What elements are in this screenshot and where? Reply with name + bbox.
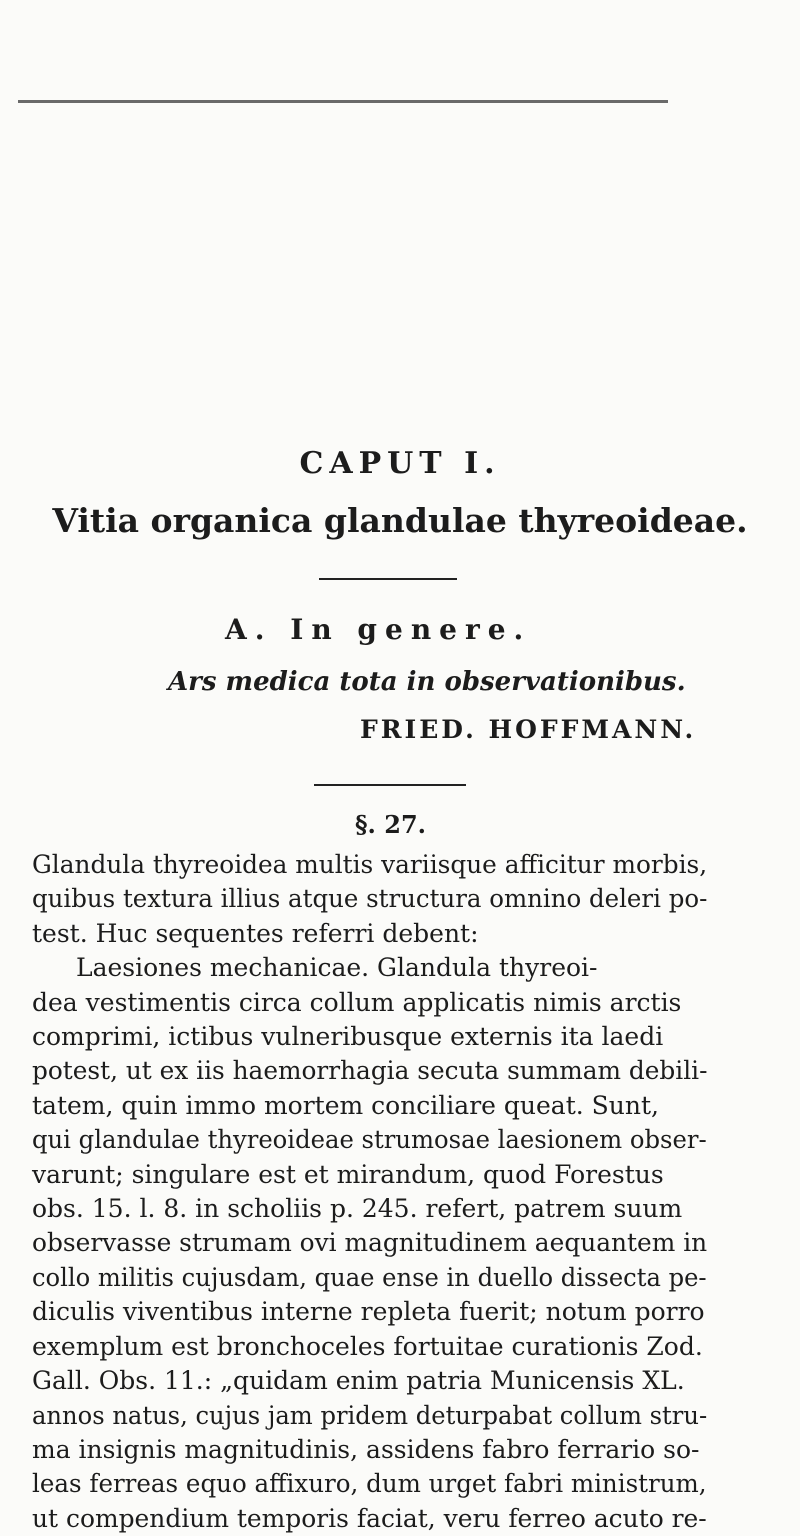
- epigraph-quote: Ars medica tota in observationibus.: [168, 667, 686, 697]
- epigraph-author: FRIED. HOFFMANN.: [360, 715, 697, 744]
- text-line: ma insignis magnitudinis, assidens fabro ferrario so-: [32, 1434, 700, 1464]
- text-line: ut compendium temporis faciat, veru ferreo acuto re-: [32, 1503, 707, 1533]
- text-line: obs. 15. l. 8. in scholiis p. 245. refert, patrem suum: [32, 1194, 683, 1224]
- paragraph-number: §. 27.: [355, 810, 427, 839]
- text-line: collo militis cujusdam, quae ense in duello dissecta pe-: [32, 1262, 707, 1292]
- chapter-heading: CAPUT I.: [299, 446, 501, 481]
- text-line: test. Huc sequentes referri debent:: [32, 918, 479, 948]
- text-line: annos natus, cujus jam pridem deturpabat collum stru-: [32, 1400, 708, 1430]
- title-divider: [319, 578, 457, 580]
- text-line: Glandula thyreoidea multis variisque afficitur morbis,: [32, 850, 708, 879]
- top-border-rule: [18, 100, 668, 103]
- text-line: varunt; singulare est et mirandum, quod Forestus: [32, 1159, 664, 1189]
- text-line: observasse strumam ovi magnitudinem aequantem in: [32, 1228, 708, 1258]
- text-line: quibus textura illius atque structura omnino deleri po-: [32, 884, 708, 914]
- text-line: comprimi, ictibus vulneribusque externis ita laedi: [32, 1022, 664, 1052]
- text-line: tatem, quin immo mortem conciliare queat. Sunt,: [32, 1090, 659, 1120]
- text-line: potest, ut ex iis haemorrhagia secuta summam debili-: [32, 1056, 708, 1086]
- text-line: dea vestimentis circa collum applicatis nimis arctis: [32, 987, 682, 1017]
- text-line: diculis viventibus interne repleta fuerit; notum porro: [32, 1297, 705, 1327]
- text-line: Gall. Obs. 11.: „quidam enim patria Municensis XL.: [32, 1366, 685, 1396]
- text-line: qui glandulae thyreoideae strumosae laesionem obser-: [32, 1125, 707, 1155]
- section-heading: A. In genere.: [225, 613, 532, 646]
- epigraph-divider: [314, 784, 466, 786]
- chapter-title: Vitia organica glandulae thyreoideae.: [52, 501, 748, 540]
- text-line: exemplum est bronchoceles fortuitae curationis Zod.: [32, 1331, 703, 1361]
- text-line: Laesiones mechanicae. Glandula thyreoi-: [76, 953, 598, 983]
- text-line: leas ferreas equo affixuro, dum urget fabri ministrum,: [32, 1469, 707, 1499]
- body-text: [32, 848, 707, 1536]
